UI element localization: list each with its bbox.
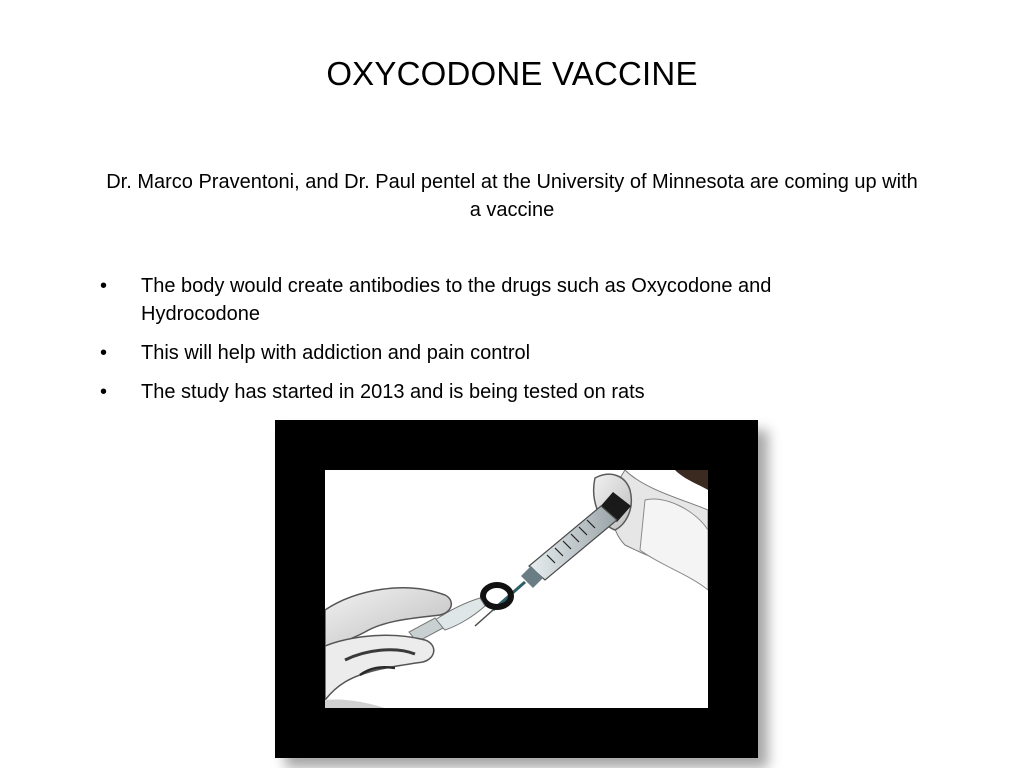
bullet-item (100, 272, 860, 328)
bullet-text: The study has started in 2013 and is being tested on rats (141, 381, 645, 403)
bullet-item (100, 339, 860, 367)
bullet-list (100, 272, 860, 417)
syringe-illustration (325, 470, 708, 708)
bullet-text: The body would create antibodies to the drugs such as Oxycodone and Hydrocodone (141, 275, 772, 325)
photo-frame (275, 420, 758, 758)
slide-title: OXYCODONE VACCINE (326, 55, 698, 92)
bullet-marker: • (100, 342, 108, 364)
bullet-marker: • (100, 381, 108, 403)
bullet-marker: • (100, 275, 108, 297)
syringe-vial-photo (325, 470, 708, 708)
slide-subtitle: Dr. Marco Praventoni, and Dr. Paul pentel at the University of Minnesota are coming up with a vaccine (106, 171, 918, 221)
bullet-text: This will help with addiction and pain control (141, 342, 531, 364)
left-hand (325, 588, 451, 708)
right-hand (594, 470, 708, 590)
bullet-item (100, 378, 860, 406)
